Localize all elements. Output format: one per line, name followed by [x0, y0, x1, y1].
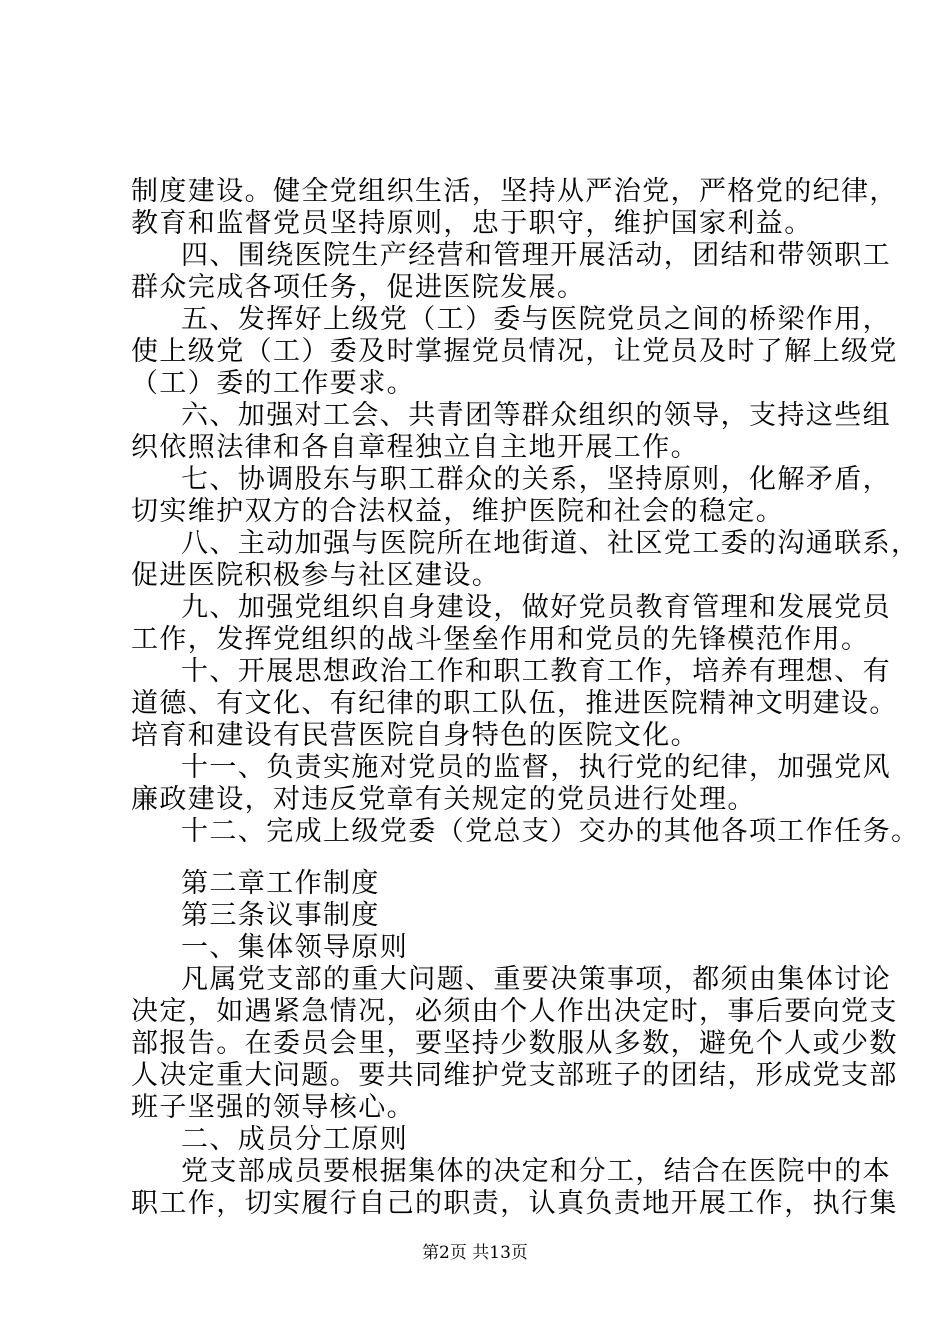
text-line: 十一、负责实施对党员的监督，执行党的纪律，加强党风: [181, 752, 891, 783]
text-line: 九、加强党组织自身建设，做好党员教育管理和发展党员: [181, 592, 891, 623]
text-line: 党支部成员要根据集体的决定和分工，结合在医院中的本: [181, 1156, 891, 1187]
text-line: 十二、完成上级党委（党总支）交办的其他各项工作任务。: [181, 816, 920, 847]
text-line: 切实维护双方的合法权益，维护医院和社会的稳定。: [131, 496, 785, 527]
article-heading: 第三条议事制度: [181, 900, 380, 931]
text-line: 凡属党支部的重大问题、重要决策事项，都须由集体讨论: [181, 964, 891, 995]
text-line: 六、加强对工会、共青团等群众组织的领导，支持这些组: [181, 400, 891, 431]
text-line: 十、开展思想政治工作和职工教育工作，培养有理想、有: [181, 656, 891, 687]
text-line: 四、围绕医院生产经营和管理开展活动，团结和带领职工: [181, 240, 891, 271]
chapter-heading: 第二章工作制度: [181, 868, 380, 899]
text-line: 工作，发挥党组织的战斗堡垒作用和党员的先锋模范作用。: [131, 624, 870, 655]
text-line: 廉政建设，对违反党章有关规定的党员进行处理。: [131, 784, 756, 815]
text-line: 决定，如遇紧急情况，必须由个人作出决定时，事后要向党支: [131, 996, 898, 1027]
text-line: 职工作，切实履行自己的职责，认真负责地开展工作，执行集: [131, 1188, 898, 1219]
text-line: 五、发挥好上级党（工）委与医院党员之间的桥梁作用，: [181, 304, 891, 335]
text-line: 七、协调股东与职工群众的关系，坚持原则，化解矛盾，: [181, 464, 891, 495]
section-heading: 一、集体领导原则: [181, 932, 409, 963]
text-line: 班子坚强的领导核心。: [131, 1092, 415, 1123]
text-line: （工）委的工作要求。: [131, 368, 415, 399]
text-line: 促进医院积极参与社区建设。: [131, 560, 501, 591]
text-line: 制度建设。健全党组织生活，坚持从严治党，严格党的纪律，: [131, 176, 898, 207]
text-line: 培育和建设有民营医院自身特色的医院文化。: [131, 720, 699, 751]
text-line: 人决定重大问题。要共同维护党支部班子的团结，形成党支部: [131, 1060, 898, 1091]
text-line: 织依照法律和各自章程独立自主地开展工作。: [131, 432, 699, 463]
text-line: 使上级党（工）委及时掌握党员情况，让党员及时了解上级党: [131, 336, 898, 367]
page-number-footer: 第2页 共13页: [422, 1243, 528, 1263]
text-line: 部报告。在委员会里，要坚持少数服从多数，避免个人或少数: [131, 1028, 898, 1059]
text-line: 群众完成各项任务，促进医院发展。: [131, 272, 586, 303]
section-heading: 二、成员分工原则: [181, 1124, 409, 1155]
text-line: 八、主动加强与医院所在地街道、社区党工委的沟通联系，: [181, 528, 920, 559]
text-line: 教育和监督党员坚持原则，忠于职守，维护国家利益。: [131, 208, 813, 239]
text-line: 道德、有文化、有纪律的职工队伍，推进医院精神文明建设。: [131, 688, 898, 719]
